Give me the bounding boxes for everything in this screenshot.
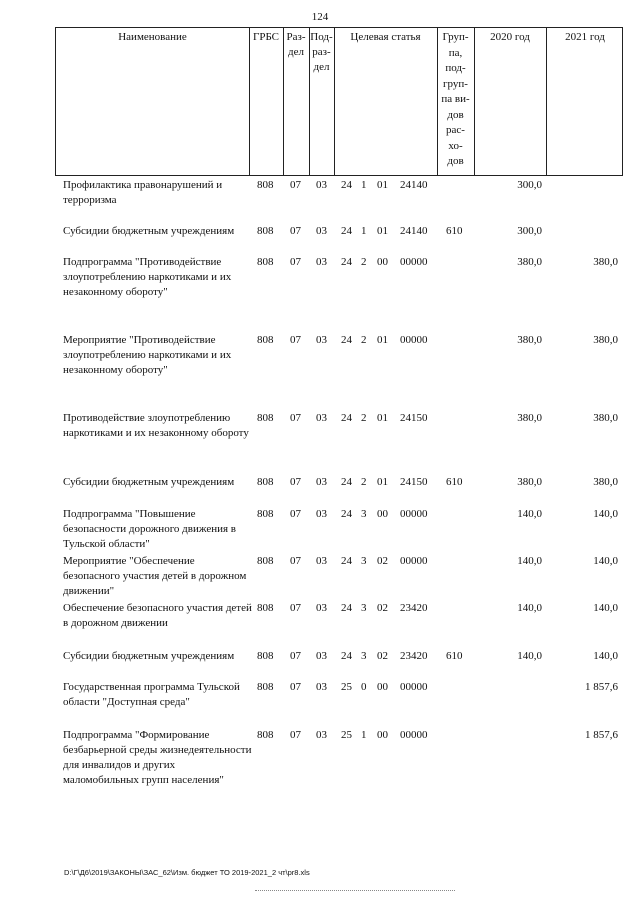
row-podrazdel: 03 [316,179,327,191]
row-target-subprogram: 1 [361,225,367,237]
header-grbs: ГРБС [252,31,280,43]
row-target-program: 24 [341,412,352,424]
row-name: Подпрограмма "Повышение безопасности дорожного движения в Тульской области" [63,508,236,550]
row-amount-2020: 140,0 [517,508,542,520]
scan-artifact [255,890,455,893]
row-grbs: 808 [257,602,274,614]
row-razdel: 07 [290,555,301,567]
row-grbs: 808 [257,179,274,191]
row-target-event: 02 [377,602,388,614]
row-amount-2021: 1 857,6 [585,729,618,741]
row-razdel: 07 [290,508,301,520]
row-target-code: 00000 [400,256,428,268]
row-target-program: 24 [341,179,352,191]
row-name: Мероприятие "Противодействие злоупотреблению наркотиками и их незаконному обороту" [63,334,232,376]
row-amount-2021: 140,0 [593,650,618,662]
row-grbs: 808 [257,650,274,662]
row-razdel: 07 [290,729,301,741]
row-amount-2020: 140,0 [517,602,542,614]
row-target-event: 00 [377,256,388,268]
row-podrazdel: 03 [316,256,327,268]
header-group: Груп- па, под- груп- па ви- дов рас- хо- дов [441,31,470,167]
header-name: Наименование [118,31,187,43]
row-amount-2020: 380,0 [517,256,542,268]
row-target-code: 24150 [400,412,428,424]
table-header [55,27,623,176]
row-target-subprogram: 0 [361,681,367,693]
row-amount-2021: 140,0 [593,508,618,520]
row-target-program: 25 [341,681,352,693]
row-expense-type: 610 [446,650,463,662]
row-grbs: 808 [257,555,274,567]
row-target-event: 02 [377,650,388,662]
row-target-event: 01 [377,412,388,424]
row-target-subprogram: 1 [361,179,367,191]
row-target-code: 24140 [400,179,428,191]
row-target-subprogram: 3 [361,650,367,662]
row-amount-2021: 140,0 [593,555,618,567]
row-podrazdel: 03 [316,225,327,237]
row-amount-2020: 380,0 [517,334,542,346]
row-razdel: 07 [290,334,301,346]
header-divider [334,28,335,175]
row-target-event: 01 [377,476,388,488]
row-target-code: 24140 [400,225,428,237]
row-amount-2021: 1 857,6 [585,681,618,693]
row-target-subprogram: 3 [361,555,367,567]
row-target-event: 02 [377,555,388,567]
row-razdel: 07 [290,602,301,614]
row-grbs: 808 [257,476,274,488]
row-amount-2020: 140,0 [517,555,542,567]
row-grbs: 808 [257,334,274,346]
row-name: Профилактика правонарушений и терроризма [63,179,223,206]
row-name: Подпрограмма "Формирование безбарьерной среды жизнедеятельности для инвалидов и других маломобильных групп населения" [63,729,252,786]
row-target-program: 24 [341,602,352,614]
row-grbs: 808 [257,256,274,268]
row-target-code: 00000 [400,555,428,567]
row-name: Обеспечение безопасного участия детей в дорожном движении [63,602,252,629]
row-target-subprogram: 1 [361,729,367,741]
row-target-code: 24150 [400,476,428,488]
row-target-event: 00 [377,729,388,741]
file-path: D:\Г\Д6\2019\ЗАКОНЫ\ЗАС_62\Изм. бюджет ТО 2019-2021_2 чт\pr8.xls [64,868,310,877]
row-razdel: 07 [290,256,301,268]
row-target-program: 24 [341,476,352,488]
row-target-program: 24 [341,256,352,268]
row-amount-2021: 380,0 [593,476,618,488]
row-grbs: 808 [257,681,274,693]
row-podrazdel: 03 [316,334,327,346]
row-target-code: 00000 [400,681,428,693]
row-podrazdel: 03 [316,476,327,488]
row-target-subprogram: 2 [361,256,367,268]
row-target-event: 00 [377,681,388,693]
row-amount-2021: 140,0 [593,602,618,614]
header-target: Целевая статья [350,31,421,43]
row-target-subprogram: 3 [361,508,367,520]
row-target-program: 24 [341,508,352,520]
row-name: Субсидии бюджетным учреждениям [63,476,235,488]
row-name: Субсидии бюджетным учреждениям [63,650,235,662]
row-target-event: 01 [377,179,388,191]
row-grbs: 808 [257,729,274,741]
row-razdel: 07 [290,179,301,191]
row-amount-2020: 140,0 [517,650,542,662]
row-expense-type: 610 [446,476,463,488]
row-target-program: 24 [341,650,352,662]
header-divider [249,28,250,175]
row-podrazdel: 03 [316,681,327,693]
header-divider [474,28,475,175]
row-target-code: 23420 [400,602,428,614]
row-podrazdel: 03 [316,602,327,614]
row-name: Подпрограмма "Противодействие злоупотреблению наркотиками и их незаконному обороту" [63,256,232,298]
row-target-event: 01 [377,334,388,346]
header-podrazdel: Под- раз- дел [310,31,333,73]
row-razdel: 07 [290,476,301,488]
row-name: Государственная программа Тульской области "Доступная среда" [63,681,240,708]
page-number: 124 [311,11,329,23]
row-target-code: 00000 [400,334,428,346]
row-razdel: 07 [290,412,301,424]
row-podrazdel: 03 [316,412,327,424]
row-target-event: 01 [377,225,388,237]
row-name: Противодействие злоупотреблению наркотиками и их незаконному обороту [63,412,249,439]
row-grbs: 808 [257,508,274,520]
row-amount-2021: 380,0 [593,412,618,424]
row-target-program: 25 [341,729,352,741]
row-podrazdel: 03 [316,729,327,741]
row-grbs: 808 [257,225,274,237]
row-target-program: 24 [341,225,352,237]
header-2021: 2021 год [565,31,605,43]
row-target-subprogram: 2 [361,334,367,346]
row-expense-type: 610 [446,225,463,237]
row-target-code: 00000 [400,729,428,741]
row-podrazdel: 03 [316,508,327,520]
row-amount-2020: 380,0 [517,412,542,424]
row-amount-2020: 380,0 [517,476,542,488]
row-name: Мероприятие "Обеспечение безопасного участия детей в дорожном движении" [63,555,247,597]
row-amount-2020: 300,0 [517,179,542,191]
row-grbs: 808 [257,412,274,424]
row-razdel: 07 [290,650,301,662]
header-razdel: Раз- дел [286,31,306,58]
row-target-subprogram: 2 [361,412,367,424]
row-target-subprogram: 3 [361,602,367,614]
row-name: Субсидии бюджетным учреждениям [63,225,235,237]
row-amount-2020: 300,0 [517,225,542,237]
row-target-subprogram: 2 [361,476,367,488]
row-razdel: 07 [290,225,301,237]
header-2020: 2020 год [490,31,530,43]
row-razdel: 07 [290,681,301,693]
row-target-event: 00 [377,508,388,520]
row-amount-2021: 380,0 [593,256,618,268]
row-target-code: 23420 [400,650,428,662]
header-divider [546,28,547,175]
row-target-code: 00000 [400,508,428,520]
row-amount-2021: 380,0 [593,334,618,346]
row-target-program: 24 [341,555,352,567]
row-podrazdel: 03 [316,555,327,567]
row-podrazdel: 03 [316,650,327,662]
row-target-program: 24 [341,334,352,346]
